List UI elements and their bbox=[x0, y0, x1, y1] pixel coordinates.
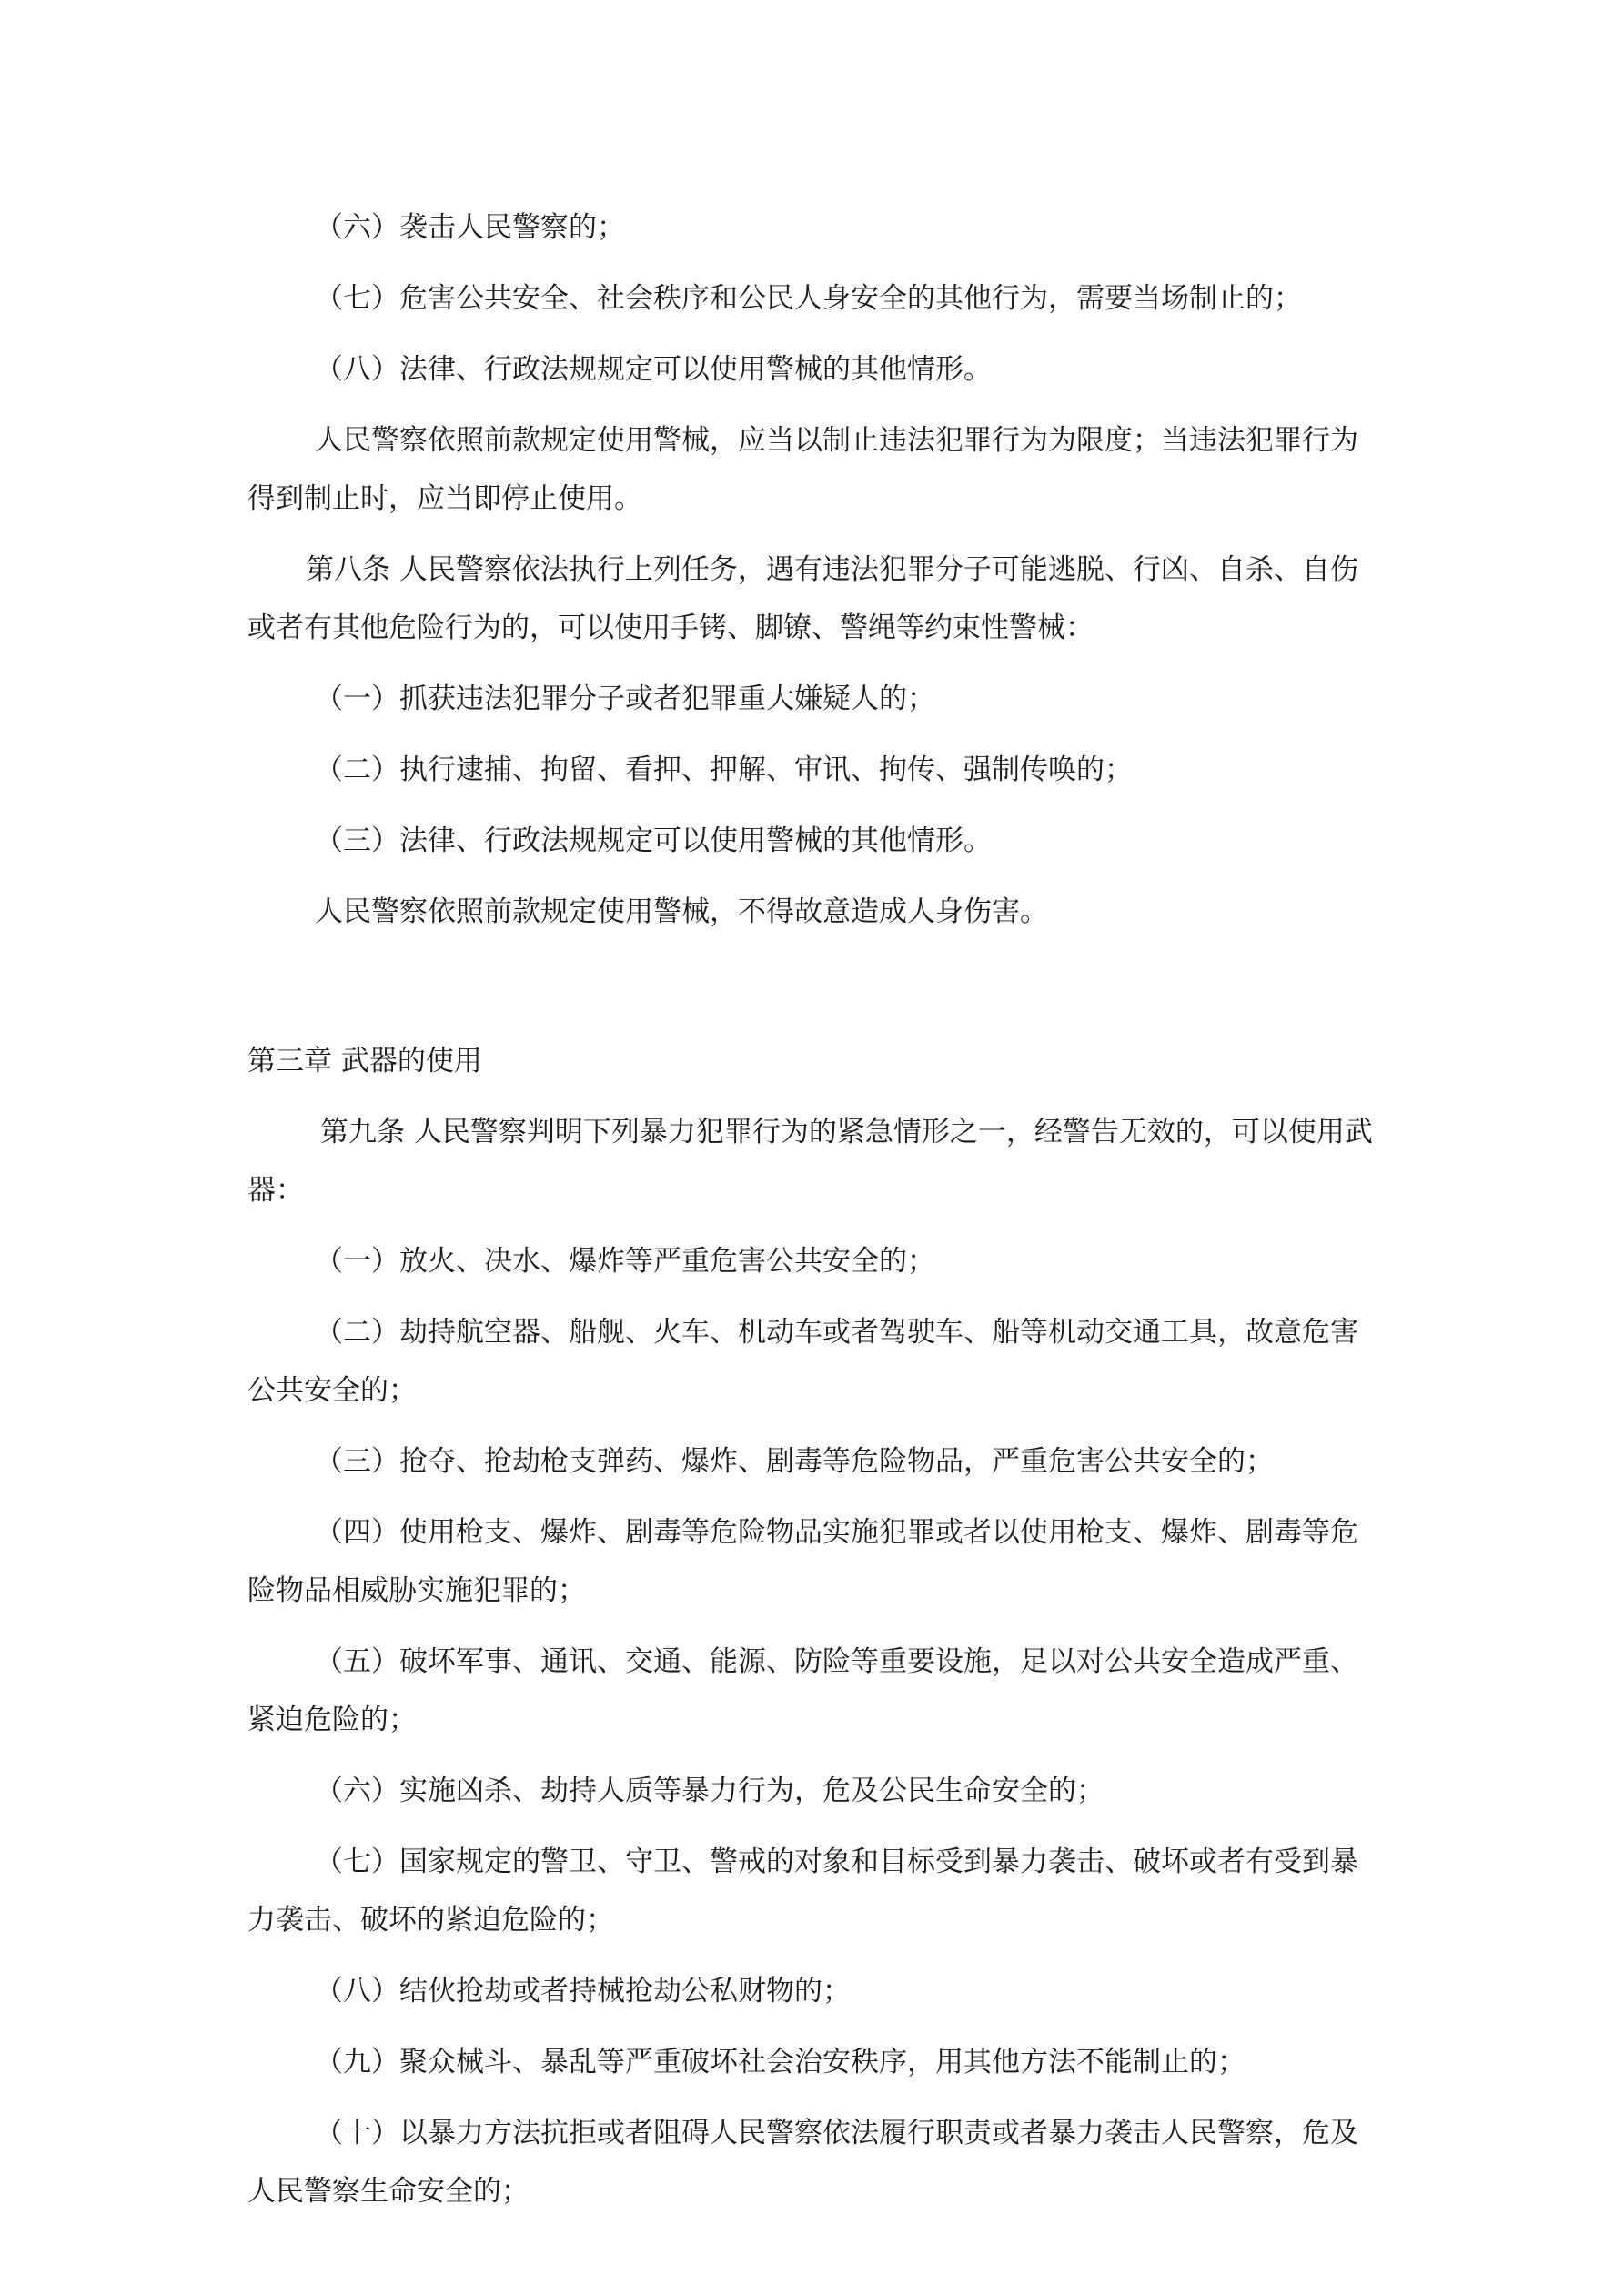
list-item: （八）结伙抢劫或者持械抢劫公私财物的； bbox=[315, 1975, 851, 2008]
list-item: （九）聚众械斗、暴乱等严重破坏社会治安秩序，用其他方法不能制止的； bbox=[315, 2046, 1246, 2079]
list-item: （一）抓获违法犯罪分子或者犯罪重大嫌疑人的； bbox=[315, 683, 935, 715]
list-item: （七）危害公共安全、社会秩序和公民人身安全的其他行为，需要当场制止的； bbox=[315, 282, 1302, 315]
list-item: （二）劫持航空器、船舰、火车、机动车或者驾驶车、船等机动交通工具，故意危害公共安全的； bbox=[247, 1316, 1358, 1407]
list-item: （六）袭击人民警察的； bbox=[315, 211, 625, 244]
document-body bbox=[247, 198, 1376, 2233]
article-paragraph: 第九条 人民警察判明下列暴力犯罪行为的紧急情形之一，经警告无效的，可以使用武器： bbox=[247, 1116, 1373, 1207]
list-item: （十）以暴力方法抗拒或者阻碍人民警察依法履行职责或者暴力袭击人民警察，危及人民警察生命安全的； bbox=[247, 2117, 1358, 2208]
list-item: （二）执行逮捕、拘留、看押、押解、审讯、拘传、强制传唤的； bbox=[315, 754, 1133, 786]
list-item: （四）使用枪支、爆炸、剧毒等危险物品实施犯罪或者以使用枪支、爆炸、剧毒等危险物品相威胁实施犯罪的； bbox=[247, 1516, 1358, 1607]
list-item: （六）实施凶杀、劫持人质等暴力行为，危及公民生命安全的； bbox=[315, 1775, 1105, 1807]
body-paragraph: 人民警察依照前款规定使用警械，不得故意造成人身伤害。 bbox=[315, 895, 1048, 928]
section-weapons-use bbox=[247, 1103, 1376, 2220]
list-item: （一）放火、决水、爆炸等严重危害公共安全的； bbox=[315, 1245, 935, 1278]
list-item: （三）抢夺、抢劫枪支弹药、爆炸、剧毒等危险物品，严重危害公共安全的； bbox=[315, 1445, 1274, 1478]
list-item: （五）破坏军事、通讯、交通、能源、防险等重要设施，足以对公共安全造成严重、紧迫危险的； bbox=[247, 1645, 1358, 1736]
list-item: （三）法律、行政法规规定可以使用警械的其他情形。 bbox=[315, 824, 992, 857]
body-paragraph: 人民警察依照前款规定使用警械，应当以制止违法犯罪行为为限度；当违法犯罪行为得到制止时，应当即停止使用。 bbox=[247, 424, 1358, 515]
section-police-equipment bbox=[247, 198, 1376, 941]
article-paragraph: 第八条 人民警察依法执行上列任务，遇有违法犯罪分子可能逃脱、行凶、自杀、自伤或者有其他危险行为的，可以使用手铐、脚镣、警绳等约束性警械： bbox=[247, 553, 1358, 644]
list-item: （七）国家规定的警卫、守卫、警戒的对象和目标受到暴力袭击、破坏或者有受到暴力袭击、破坏的紧迫危险的； bbox=[247, 1846, 1358, 1937]
chapter-title: 第三章 武器的使用 bbox=[247, 1045, 482, 1077]
list-item: （八）法律、行政法规规定可以使用警械的其他情形。 bbox=[315, 353, 992, 386]
